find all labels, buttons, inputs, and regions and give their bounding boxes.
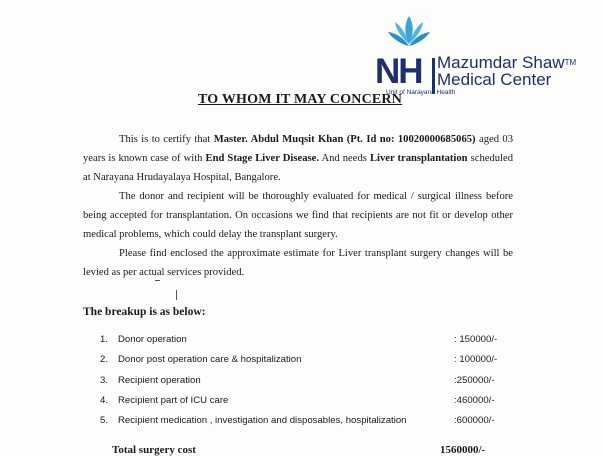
list-item bbox=[100, 394, 520, 414]
logo-name-line2: Medical Center bbox=[437, 70, 552, 89]
item-number: 3. bbox=[100, 374, 109, 386]
item-description: Recipient operation bbox=[118, 374, 201, 386]
lotus-icon bbox=[384, 14, 434, 54]
pen-mark bbox=[155, 280, 160, 281]
letter-title: TO WHOM IT MAY CONCERN bbox=[198, 92, 403, 107]
item-amount: : 150000/- bbox=[454, 334, 498, 345]
logo-name-line1: Mazumdar Shaw™ bbox=[437, 53, 577, 72]
item-amount: :460000/- bbox=[454, 394, 495, 406]
certification-paragraph: This is to certify that Master. Abdul Muqsit Khan (Pt. Id no: 10020000685065) aged 03 years is known case of with End Stage Liver Disease. And needs Liver transplantation scheduled at Narayana Hrudayalaya Hospital, Bangalore. bbox=[83, 134, 513, 183]
estimate-paragraph: Please find enclosed the approximate estimate for Liver transplant surgery changes will be levied as per actual services provided. bbox=[83, 248, 513, 278]
item-description: Donor post operation care & hospitalization bbox=[118, 354, 302, 366]
list-item bbox=[100, 353, 520, 373]
procedure: Liver transplantation bbox=[369, 153, 468, 164]
item-number: 1. bbox=[100, 334, 109, 345]
patient-name: Master. Abdul Muqsit Khan (Pt. Id no: 10020000685065) bbox=[213, 134, 476, 145]
list-item bbox=[100, 333, 520, 353]
item-number: 5. bbox=[100, 415, 109, 427]
logo-unit-text: Unit of Narayana Health bbox=[386, 89, 456, 96]
pen-mark bbox=[176, 290, 177, 300]
item-amount: :250000/- bbox=[454, 374, 495, 386]
item-amount: :600000/- bbox=[454, 415, 495, 427]
item-description: Recipient medication , investigation and disposables, hospitalization bbox=[118, 415, 407, 427]
hospital-logo bbox=[372, 14, 577, 98]
item-number: 2. bbox=[100, 354, 109, 366]
item-amount: : 100000/- bbox=[454, 354, 498, 366]
breakup-heading: The breakup is as below: bbox=[83, 306, 206, 318]
list-item bbox=[100, 414, 520, 434]
logo-initials: NH bbox=[375, 52, 422, 91]
total-amount: 1560000/- bbox=[440, 444, 486, 456]
total-label: Total surgery cost bbox=[112, 444, 196, 456]
diagnosis: End Stage Liver Disease. bbox=[205, 153, 319, 164]
item-number: 4. bbox=[100, 394, 109, 406]
list-item bbox=[100, 374, 520, 394]
evaluation-paragraph: The donor and recipient will be thoroughly evaluated for medical / surgical illness before being accepted for transplantation. On occasions we find that recipients are not fit or develop other medical problems, which could delay the transplant surgery. bbox=[83, 191, 513, 240]
trademark-mark: TM bbox=[564, 58, 577, 67]
cost-breakup-list bbox=[100, 333, 520, 434]
item-description: Donor operation bbox=[118, 334, 187, 345]
item-description: Recipient part of ICU care bbox=[118, 394, 229, 406]
